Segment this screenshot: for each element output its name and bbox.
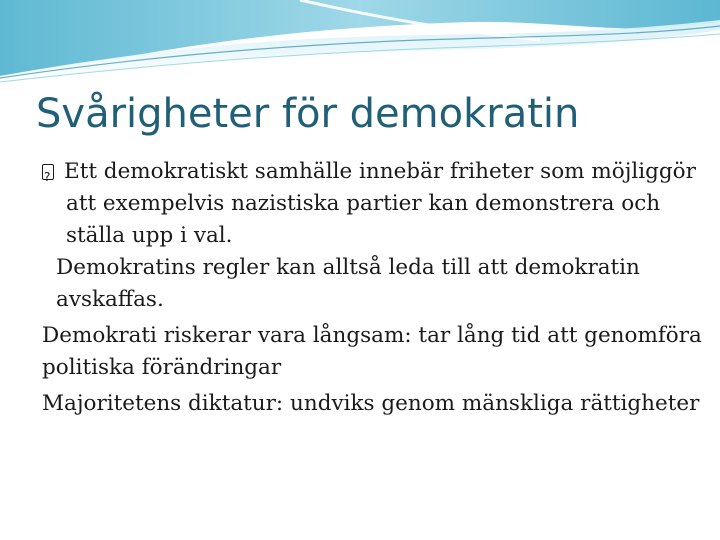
paragraph-text: Ett demokratiskt samhälle innebär friheter som möjliggör att exempelvis nazistiska partier kan demonstrera och ställa upp i val.: [64, 159, 696, 248]
paragraph-text: Majoritetens diktatur: undviks genom mänskliga rättigheter: [42, 391, 700, 416]
list-item: [42, 388, 702, 420]
paragraph-text: Demokratins regler kan alltså leda till att demokratin avskaffas.: [56, 255, 640, 312]
header-wave-icon: [0, 0, 720, 90]
missing-glyph-icon: [42, 156, 64, 188]
list-item: [42, 320, 702, 384]
paragraph-text: Demokrati riskerar vara långsam: tar lång tid att genomföra politiska förändringar: [42, 323, 702, 380]
list-item: [42, 252, 702, 316]
slide-body: [42, 156, 702, 420]
slide-title: Svårigheter för demokratin: [36, 91, 580, 137]
list-item: [42, 156, 702, 252]
